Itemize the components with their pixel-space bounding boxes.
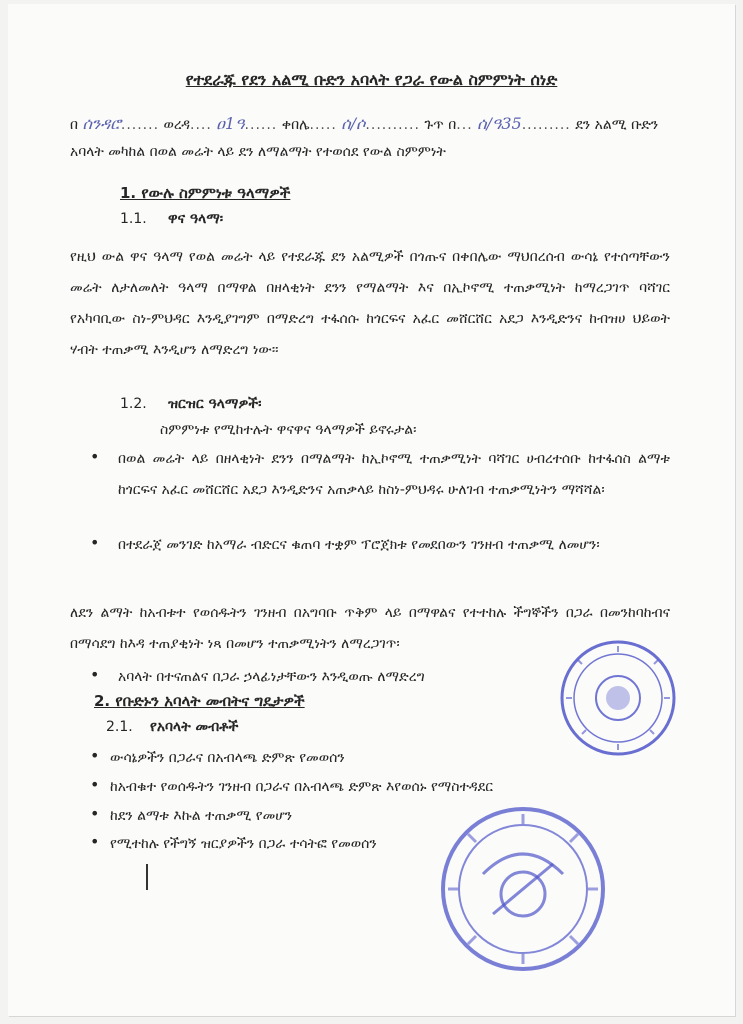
section2-sub1-title: የአባላት መብቶች: [150, 719, 239, 735]
section1-heading: 1. የውሉ ስምምነቱ ዓላማዎች: [120, 184, 291, 202]
section1-sub2-number: 1.2.: [120, 396, 147, 412]
section1-sub1-title: ዋና ዓላማ፡: [168, 211, 224, 227]
closing-paragraph: ለደን ልማት ከአብቱተ የወሰዱትን ገንዘብ በአግባቡ ጥቅም ላይ በማዋልና የተተከሉ ችግኞችን በጋራ በመንከባከብና በማሳደግ ከእዳ ተጠያቂነት ነጻ በመሆን ተጠቃሚነትን ለማረጋገጥ፡: [70, 605, 670, 652]
objective-bullet-1: በወል መሬት ላይ በዘላቂነት ደንን በማልማት ከኢኮኖሚ ተጠቃሚነት ባሻገር ሀብረተሰቡ ከተፋሰስ ልማቱ ከጎርፍና አፈር መሸርሸር አደጋ እንዲድንና አጠቃላይ ከስነ-ምህዳሩ ሁለገብ ተጠቃሚነትን ማሻሻል፡: [118, 451, 670, 498]
document-title: የተደራጁ የደን አልሚ ቡድን አባላት የጋራ የውል ስምምነት ሰነድ: [185, 70, 558, 89]
section1-sub1-number: 1.1.: [120, 211, 147, 227]
woreda-label: ወረዳ: [163, 117, 191, 133]
bullet-icon: •: [90, 775, 100, 794]
last-objective-bullet: አባላት በተናጠልና በጋራ ኃላፊነታቸውን እንዲወጡ ለማድረግ: [118, 669, 425, 685]
right-bullet-2: ከአብቁተ የወሰዱትን ገንዘብ በጋራና በአብላጫ ድምጽ እየወሰኑ የማስተዳደር: [110, 779, 494, 795]
bullet-icon: •: [90, 665, 100, 684]
section1-sub2-title: ዝርዝር ዓላማዎች፡: [168, 396, 262, 412]
objective-bullet-2: በተደራጀ መንገድ ከአማራ ብድርና ቁጠባ ተቋም ፕሮጀክቱ የመደበውን ገንዘብ ተጠቃሚ ለመሆን፡: [118, 537, 600, 553]
bullet-icon: •: [90, 832, 100, 851]
handwritten-woreda: ዐ1ዓ: [216, 114, 245, 133]
header-prefix: በ: [70, 117, 79, 133]
section2-heading: 2. የቡድኑን አባላት መብትና ግዴታዎች: [94, 692, 305, 710]
main-purpose-paragraph: የዚህ ውል ዋና ዓላማ የወል መሬት ላይ የተደራጁ ደን አልሚዎች በጎጡና በቀበሌው ማህበረሰብ ውሳኔ የተሰጣቸውን መሬት ለታለመለት ዓላማ በማዋል በዘላቂነት ደንን የማልማት እና በኢኮኖሚ ተጠቃሚነት ከማረጋገጥ ባሻገር የአካባቢው ስነ-ምህዳር እንዲያገግም በማድረግ ተፋሰሱ ከጎርፍና አፈር መሸርሸር አደጋ እንዲድንና ከብዝሀ ህይወት ሃብት ተጠቃሚ እንዲሆን ለማድረግ ነው፡፡: [70, 249, 670, 358]
seal-stamp-icon: [438, 804, 608, 974]
header-line-2: አባላት መካከል በወል መሬት ላይ ደን ለማልማት የተወሰደ የውል ስምምነት: [70, 144, 446, 160]
handwritten-kebele: ሰ/ሶ: [341, 114, 366, 133]
handwritten-region: ሰንዳሮ: [82, 114, 121, 133]
bullet-icon: •: [90, 804, 100, 823]
date-label: ጉጥ በ: [424, 117, 457, 133]
document-page: [8, 4, 735, 1016]
header-fill-line: በ ሰንዳሮ....... ወረዳ.... ዐ1ዓ...... ቀበሌ..... ሰ/ሶ.......... ጉጥ በ... ሰ/ዓ35......... ደን አልሚ ቡድን: [70, 114, 659, 133]
handwritten-date: ሰ/ዓ35: [477, 114, 522, 133]
right-bullet-3: ከደን ልማቱ እኩል ተጠቃሚ የመሆን: [110, 808, 293, 824]
bullet-icon: •: [90, 746, 100, 765]
section1-sub2-intro: ስምምነቱ የሚከተሉት ዋናዋና ዓላማዎች ይኖሩታል፡: [160, 422, 417, 438]
pen-mark: [146, 864, 148, 890]
seal-stamp-icon: [558, 638, 678, 758]
bullet-icon: •: [90, 533, 100, 552]
kebele-label: ቀበሌ: [281, 117, 310, 133]
right-bullet-4: የሚተከሉ የችግኝ ዝርያዎችን በጋራ ተሳትፎ የመወሰን: [110, 836, 377, 852]
section2-sub1-number: 2.1.: [106, 719, 133, 735]
right-bullet-1: ውሳኔዎችን በጋራና በአብላጫ ድምጽ የመወሰን: [110, 750, 345, 766]
bullet-icon: •: [90, 447, 100, 466]
header-tail: ደን አልሚ ቡድን: [575, 117, 659, 133]
